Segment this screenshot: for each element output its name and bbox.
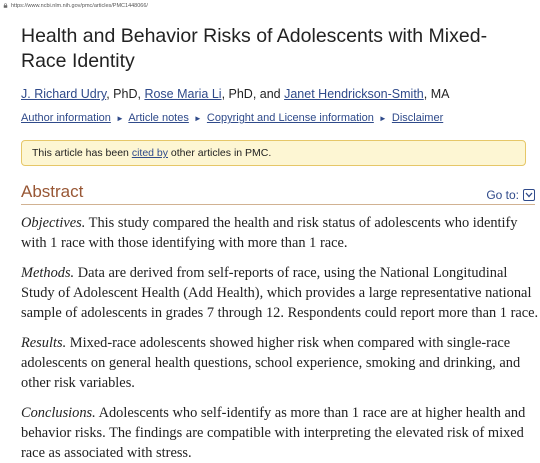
expand-triangle-icon: ► — [115, 114, 124, 123]
section-lead: Methods. — [21, 265, 75, 281]
abstract-conclusions — [21, 403, 539, 463]
cited-by-notice — [21, 140, 526, 166]
address-bar[interactable] — [0, 0, 540, 11]
lock-icon — [3, 3, 8, 8]
section-lead: Results. — [21, 335, 67, 351]
section-text: Data are derived from self-reports of race, using the National Longitudinal Study of Adolescent Health (Add Health), which provides a large representative national sample of adolescents in grades 7 through 12. Respondents could report more than 1 race. — [21, 265, 539, 321]
copyright-license-link[interactable]: Copyright and License information — [206, 112, 374, 124]
article-info-links — [21, 111, 536, 126]
abstract-heading: Abstract — [21, 182, 84, 201]
goto-menu[interactable] — [486, 188, 535, 202]
article-content — [21, 24, 539, 463]
expand-triangle-icon: ► — [193, 114, 202, 123]
author-link-udry[interactable]: J. Richard Udry — [21, 87, 107, 101]
abstract-methods — [21, 263, 539, 323]
notice-text: other articles in PMC. — [168, 147, 272, 159]
section-text: This study compared the health and risk status of adolescents who identify with 1 race with those identifying with more than 1 race. — [21, 215, 518, 251]
author-credentials: , MA — [423, 87, 450, 101]
disclaimer-link[interactable]: Disclaimer — [391, 112, 444, 124]
abstract-header — [21, 182, 535, 205]
cited-by-link[interactable]: cited by — [131, 147, 168, 159]
author-link-li[interactable]: Rose Maria Li — [144, 87, 222, 101]
article-notes-link[interactable]: Article notes — [128, 112, 189, 124]
url-text: https://www.ncbi.nlm.nih.gov/pmc/articles/PMC1448066/ — [11, 2, 148, 9]
section-text: Mixed-race adolescents showed higher risk when compared with single-race adolescents on general health questions, school experience, smoking and drinking, and other risk variables. — [21, 335, 521, 391]
author-list — [21, 86, 536, 102]
section-lead: Objectives. — [21, 215, 86, 231]
chevron-down-icon[interactable] — [523, 189, 535, 201]
goto-label: Go to: — [486, 188, 519, 202]
author-credentials: , PhD, and — [221, 87, 285, 101]
author-information-link[interactable]: Author information — [21, 112, 111, 124]
section-text: Adolescents who self-identify as more than 1 race are at higher health and behavior risks. The findings are compatible with interpreting the elevated risk of mixed race as associated with stress. — [21, 405, 526, 461]
author-credentials: , PhD, — [106, 87, 145, 101]
section-lead: Conclusions. — [21, 405, 96, 421]
notice-text: This article has been — [32, 147, 132, 159]
page-title: Health and Behavior Risks of Adolescents with Mixed-Race Identity — [21, 25, 488, 72]
author-link-hendrickson-smith[interactable]: Janet Hendrickson-Smith — [284, 87, 424, 101]
expand-triangle-icon: ► — [378, 114, 387, 123]
abstract-objectives — [21, 213, 539, 253]
abstract-results — [21, 333, 539, 393]
